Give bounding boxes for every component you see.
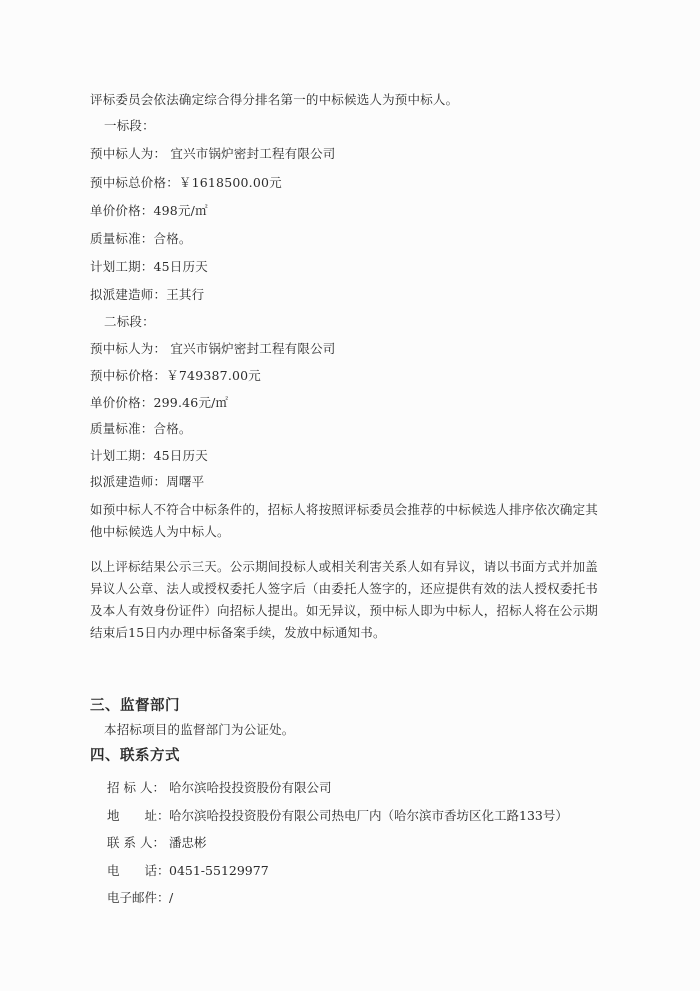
contact-row-person [107, 833, 207, 851]
lot2-price: 预中标价格：￥749387.00元 [90, 368, 261, 383]
contact-row-email [107, 888, 173, 906]
lot2-winner: 预中标人为： 宜兴市锅炉密封工程有限公司 [90, 341, 336, 356]
section3-title: 三、监督部门 [90, 698, 180, 714]
contact-row-tenderer [107, 778, 332, 796]
lot1-total-price: 预中标总价格：￥1618500.00元 [90, 175, 282, 190]
lot1-unit-price: 单价价格：498元/㎡ [90, 203, 208, 218]
lot1-schedule: 计划工期：45日历天 [90, 259, 208, 274]
contact-label: 电子邮件： [107, 890, 170, 905]
contact-value: 哈尔滨哈投投资股份有限公司 [169, 780, 332, 795]
lot2-schedule: 计划工期：45日历天 [90, 448, 208, 463]
lot2-builder: 拟派建造师：周曙平 [90, 474, 205, 489]
contact-label: 地 址： [107, 808, 170, 823]
lot1-builder: 拟派建造师：王其行 [90, 287, 205, 302]
lot2-heading: 二标段： [104, 314, 155, 329]
lot2-unit-price: 单价价格：299.46元/㎡ [90, 395, 229, 410]
lot1-quality: 质量标准：合格。 [90, 231, 192, 246]
contact-value: 哈尔滨哈投投资股份有限公司热电厂内（哈尔滨市香坊区化工路133号） [169, 808, 568, 823]
section3-body: 本招标项目的监督部门为公证处。 [104, 722, 295, 737]
lot1-heading: 一标段： [104, 118, 155, 133]
contact-label: 电 话： [107, 863, 170, 878]
lot2-quality: 质量标准：合格。 [90, 421, 192, 436]
notice-paragraph: 以上评标结果公示三天。公示期间投标人或相关利害关系人如有异议，请以书面方式并加盖异议人公章、法人或授权委托人签字后（由委托人签字的，还应提供有效的法人授权委托书及本人有效身份证件）向招标人提出。如无异议，预中标人即为中标人，招标人将在公示期结束后15日内办理中标备案手续，发放中标通知书。 [90, 559, 599, 640]
lot1-winner: 预中标人为： 宜兴市锅炉密封工程有限公司 [90, 146, 336, 161]
contact-value: / [169, 890, 174, 905]
section4-title: 四、联系方式 [90, 748, 180, 764]
contact-row-phone [107, 861, 269, 879]
fallback-paragraph: 如预中标人不符合中标条件的，招标人将按照评标委员会推荐的中标候选人排序依次确定其他中标候选人为中标人。 [90, 502, 599, 539]
contact-value: 潘忠彬 [169, 835, 207, 850]
contact-label: 招 标 人： [107, 780, 165, 795]
contact-label: 联 系 人： [107, 835, 165, 850]
contact-value: 0451-55129977 [169, 863, 269, 878]
contact-row-address [107, 806, 568, 824]
intro-line: 评标委员会依法确定综合得分排名第一的中标候选人为预中标人。 [90, 92, 459, 107]
